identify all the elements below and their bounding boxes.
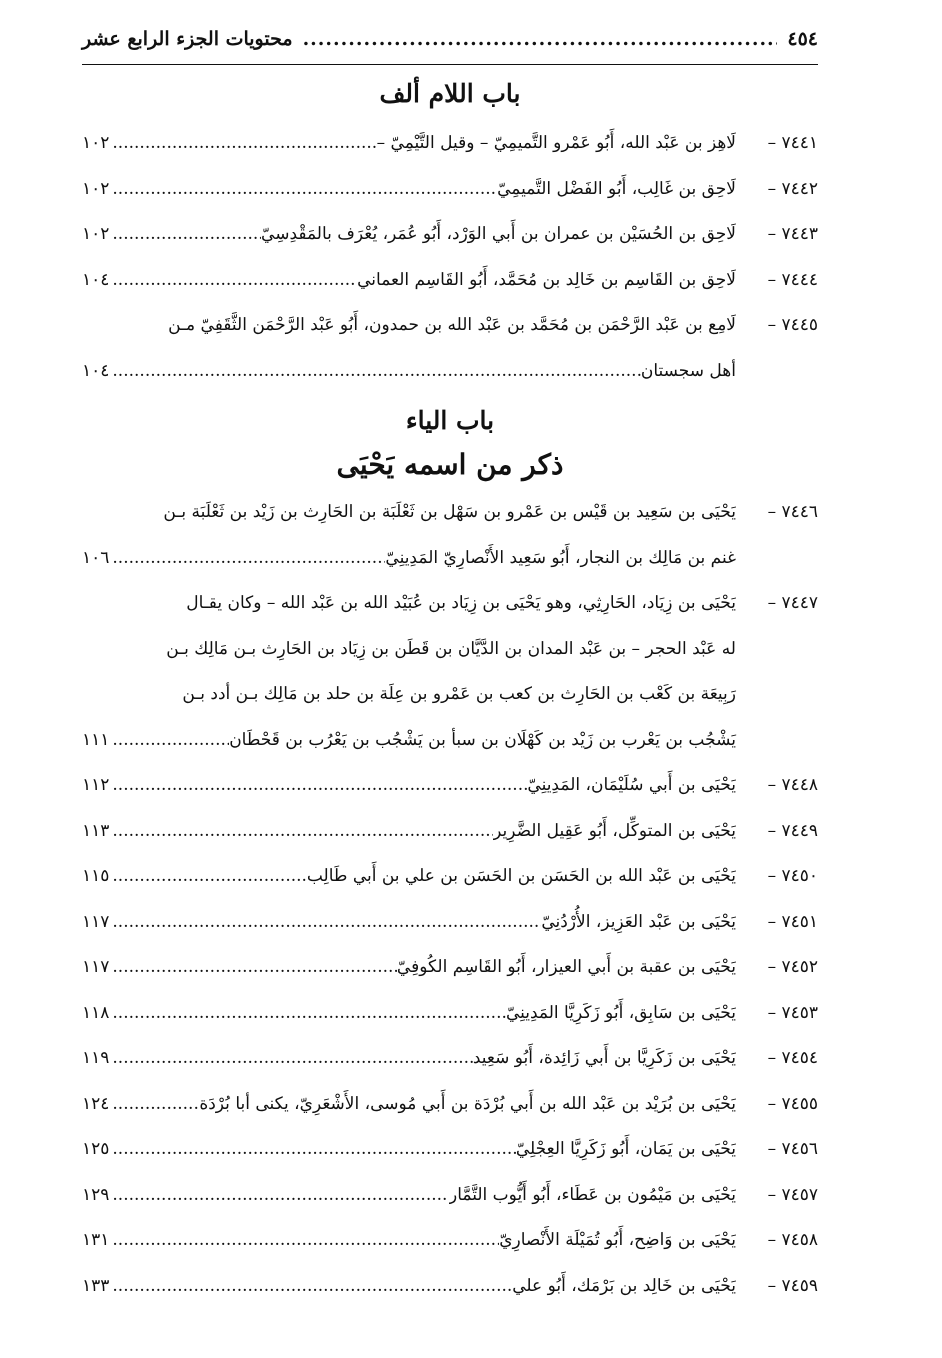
toc-entry (82, 1173, 818, 1219)
entry-line (82, 900, 818, 946)
leader-dots (109, 945, 397, 991)
entry-text: يَحْيَى بن عقبة بن أَبي العيزار، أَبُو القَاسِم الكُوفِيّ (396, 957, 736, 977)
entry-line (82, 303, 818, 349)
entry-number: ٧٤٤٤ – (767, 269, 818, 290)
entry-line (82, 854, 818, 900)
entry-number: ٧٤٥٤ – (767, 1048, 818, 1068)
leader-dots (109, 809, 493, 855)
entry-number: ٧٤٥١ – (767, 911, 818, 932)
header-leader-dots (303, 28, 778, 50)
leader-dots (109, 212, 261, 258)
entry-page-number: ١١٥ (82, 866, 110, 886)
entry-page-number: ١٢٩ (82, 1184, 110, 1205)
section-heading: باب اللام ألف (379, 79, 521, 108)
entry-page-number: ١١٨ (82, 1002, 110, 1023)
entry-number: ٧٤٥٠ – (767, 866, 818, 886)
entry-text: يَحْيَى بن عَبْد العَزِيز، الأُرْدُنِيّ (541, 911, 736, 932)
page-number: ٤٥٤ (787, 28, 818, 50)
toc-entry (82, 1036, 818, 1082)
entry-text: يَحْيَى بن سَابِق، أَبُو زَكَرِيَّا المَدِينِيّ (505, 1002, 736, 1023)
leader-dots (109, 900, 541, 946)
entry-text: لَاحِق بن القَاسِم بن خَالِد بن مُحَمَّد، أَبُو القَاسِم العماني (357, 269, 736, 290)
toc-entry (82, 581, 818, 763)
toc-entry (82, 854, 818, 900)
entry-page-number: ١١٧ (82, 911, 110, 932)
entry-page-number: ١١٣ (82, 820, 110, 841)
entry-text: يَحْيَى بن يَمَان، أَبُو زَكَرِيَّا العِجْلِيّ (515, 1139, 736, 1159)
entry-text: أهل سجستان (640, 360, 736, 381)
toc-entry (82, 121, 818, 167)
entry-line (82, 536, 818, 582)
entry-page-number: ١٠٢ (82, 224, 110, 244)
entry-text: لَاحِق بن غَالِب، أَبُو الفَضْل التَّميمِيّ (497, 178, 736, 199)
toc-entry (82, 763, 818, 809)
toc-entry (82, 991, 818, 1037)
entry-text: يَشْجُب بن يَعْرب بن زَيْد بن كَهْلَان بن سبأ بن يَشْجُب بن يَعْرُب بن قَحْطَان (229, 729, 736, 750)
entry-line (82, 718, 818, 764)
leader-dots (109, 1082, 199, 1128)
leader-dots (109, 258, 357, 304)
entry-text: يَحْيَى بن خَالِد بن بَرْمَك، أَبُو علي (512, 1275, 736, 1296)
entry-line (82, 945, 818, 991)
entry-page-number: ١٠٢ (82, 178, 110, 199)
toc-entry (82, 258, 818, 304)
entry-text: لَاهِز بن عَبْد الله، أَبُو عَمْرو التَّميمِيّ – وقيل التَّيْمِيّ – (376, 133, 736, 153)
toc-entry (82, 1127, 818, 1173)
entry-line (82, 672, 818, 718)
entry-number: ٧٤٥٢ – (767, 957, 818, 977)
entry-number: ٧٤٤١ – (767, 133, 818, 153)
leader-dots (109, 718, 229, 764)
leader-dots (109, 536, 385, 582)
toc-entry (82, 1264, 818, 1310)
toc-entry (82, 809, 818, 855)
entry-page-number: ١٠٤ (82, 360, 110, 381)
entry-line (82, 167, 818, 213)
entry-text: يَحْيَى بن سَعِيد بن قَيْس بن عَمْرو بن سَهْل بن ثَعْلَبَة بن الحَارِث بن زَيْد بن ثَعْلَبَة بـن (163, 502, 736, 522)
entry-number: ٧٤٥٨ – (767, 1230, 818, 1250)
leader-dots (109, 1218, 499, 1264)
entry-number: ٧٤٤٥ – (767, 315, 818, 335)
entry-line (82, 763, 818, 809)
entry-text: يَحْيَى بن عَبْد الله بن الحَسَن بن الحَسَن بن علي بن أَبي طَالِب (306, 866, 736, 886)
entry-line (82, 1264, 818, 1310)
entry-line (82, 121, 818, 167)
entry-number: ٧٤٤٦ – (767, 502, 818, 522)
entry-text: يَحْيَى بن مَيْمُون بن عَطَاء، أَبُو أَيُّوب التَّمَّار (449, 1184, 736, 1205)
entry-number: ٧٤٤٢ – (767, 178, 818, 199)
entry-line (82, 627, 818, 673)
toc-entry (82, 900, 818, 946)
entry-page-number: ١٠٢ (82, 133, 110, 153)
running-header (82, 28, 818, 65)
entry-line (82, 1036, 818, 1082)
header-title: محتويات الجزء الرابع عشر (82, 28, 293, 50)
entry-number: ٧٤٥٦ – (767, 1139, 818, 1159)
entry-text: يَحْيَى بن زَكَرِيَّا بن أَبي زَائِدة، أَبُو سَعِيد (472, 1048, 736, 1068)
toc-page (82, 28, 818, 1309)
entry-text: يَحْيَى بن زِيَاد، الحَارِثِي، وهو يَحْيَى بن زِيَاد بن عُبَيْد الله بن عَبْد الله – وكان يقـال (186, 593, 736, 613)
entry-line (82, 991, 818, 1037)
entry-page-number: ١٢٤ (82, 1093, 110, 1114)
entry-page-number: ١٢٥ (82, 1139, 110, 1159)
toc-entry (82, 1082, 818, 1128)
leader-dots (109, 763, 527, 809)
entry-line (82, 490, 818, 536)
entry-page-number: ١٣٣ (82, 1275, 110, 1296)
leader-dots (109, 991, 506, 1037)
entry-number: ٧٤٤٩ – (767, 820, 818, 841)
entry-number: ٧٤٥٥ – (767, 1093, 818, 1114)
entry-line (82, 1082, 818, 1128)
leader-dots (109, 1264, 512, 1310)
leader-dots (109, 1173, 449, 1219)
entry-line (82, 212, 818, 258)
entry-text: لَاحِق بن الحُسَيْن بن عمران بن أَبي الوَرْد، أَبُو عُمَر، يُعْرَف بالمَقْدِسِيّ (261, 224, 736, 244)
toc-entry (82, 1218, 818, 1264)
toc-content (82, 73, 818, 1309)
entry-page-number: ١١٢ (82, 775, 110, 795)
entry-page-number: ١١٧ (82, 957, 110, 977)
toc-entry (82, 303, 818, 394)
entry-text: يَحْيَى بن بُرَيْد بن عَبْد الله بن أَبي بُرْدَة بن أَبي مُوسى، الأَشْعَرِيّ، يكنى أبا بُرْدَة (199, 1093, 736, 1114)
toc-entry (82, 212, 818, 258)
entry-number: ٧٤٤٧ – (767, 593, 818, 613)
entry-number: ٧٤٤٨ – (767, 775, 818, 795)
entry-line (82, 581, 818, 627)
entry-number: ٧٤٥٩ – (767, 1275, 818, 1296)
leader-dots (109, 1036, 472, 1082)
entry-text: يَحْيَى بن وَاضِح، أَبُو تُمَيْلَة الأَنْصارِيّ (499, 1230, 736, 1250)
leader-dots (109, 1127, 515, 1173)
entry-page-number: ١١٩ (82, 1048, 110, 1068)
entry-page-number: ١٣١ (82, 1230, 110, 1250)
leader-dots (109, 349, 640, 395)
entry-text: لَامِع بن عَبْد الرَّحْمَن بن مُحَمَّد بن عَبْد الله بن حمدون، أَبُو عَبْد الرَّحْمَن الثَّقَفِيّ مـن (168, 315, 736, 335)
section-heading: باب الياء (405, 406, 495, 435)
leader-dots (109, 854, 306, 900)
entry-text: رَبِيعَة بن كَعْب بن الحَارِث بن كعب بن عَمْرو بن عِلَة بن حلد بن مَالِك بـن أدد بـن (182, 684, 736, 704)
entry-line (82, 1173, 818, 1219)
entry-list (82, 490, 818, 1309)
entry-line (82, 349, 818, 395)
entry-page-number: ١٠٦ (82, 547, 110, 568)
leader-dots (109, 121, 376, 167)
leader-dots (109, 167, 497, 213)
entry-number: ٧٤٤٣ – (767, 224, 818, 244)
entry-list (82, 121, 818, 394)
entry-page-number: ١١١ (82, 729, 110, 750)
entry-text: غنم بن مَالِك بن النجار، أَبُو سَعِيد الأَنْصارِيّ المَدِينِيّ (385, 547, 736, 568)
sub-heading: ذكر من اسمه يَحْيَى (336, 448, 564, 481)
entry-text: له عَبْد الحجر – بن عَبْد المدان بن الدَّيَّان بن قَطَن بن زِيَاد بن الحَارِث بـن مَالِك بـن (166, 638, 736, 659)
entry-line (82, 1127, 818, 1173)
toc-entry (82, 167, 818, 213)
entry-text: يَحْيَى بن أَبي سُلَيْمَان، المَدِينِيّ (527, 775, 736, 795)
entry-line (82, 258, 818, 304)
entry-text: يَحْيَى بن المتوكِّل، أَبُو عَقِيل الضَّرِير (493, 820, 736, 841)
toc-entry (82, 945, 818, 991)
entry-page-number: ١٠٤ (82, 269, 110, 290)
entry-number: ٧٤٥٧ – (767, 1184, 818, 1205)
toc-entry (82, 490, 818, 581)
entry-number: ٧٤٥٣ – (767, 1002, 818, 1023)
entry-line (82, 809, 818, 855)
entry-line (82, 1218, 818, 1264)
